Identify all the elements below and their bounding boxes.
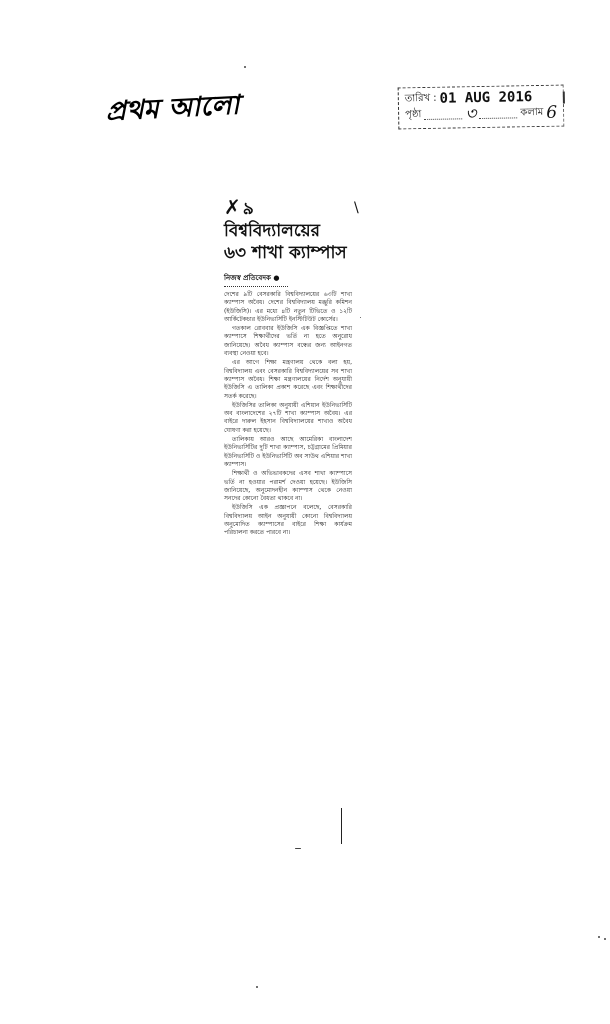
byline-dotted-rule [224, 286, 288, 287]
headline-number: ৯ [242, 199, 254, 219]
scan-speck [256, 986, 258, 988]
stamp-separator: : [433, 92, 437, 104]
newspaper-masthead-logo [104, 88, 245, 133]
article-paragraph: শিক্ষার্থী ও অভিভাবকদের এসব শাখা ক্যাম্পাসে ভর্তি না হওয়ার পরামর্শ দেওয়া হয়েছে। ইউজিসি জানিয়েছে, অনুমোদনহীন ক্যাম্পাস থেকে নেওয়া সনদের কোনো বৈধতা থাকবে না। [224, 470, 352, 503]
stamp-dotted-line [424, 109, 462, 120]
article-paragraph: ইউজিসির তালিকা অনুযায়ী এশিয়ান ইউনিভার্সিটি অব বাংলাদেশের ২৭টি শাখা ক্যাম্পাস অবৈধ। এর বাইরে দারুল ইহসান বিশ্ববিদ্যালয়ের শাখাও অবৈধ ঘোষণা করা হয়েছে। [224, 401, 352, 434]
clipping-date-stamp [398, 85, 565, 130]
scan-speck [604, 938, 606, 940]
stamp-column-label: কলাম [520, 106, 544, 119]
pen-tick-icon: \ [354, 200, 359, 216]
stamp-page-label: পৃষ্ঠা [405, 109, 422, 121]
stamp-date-label: তারিখ [404, 92, 431, 105]
scan-speck [295, 848, 301, 849]
scan-speck [360, 317, 361, 318]
stamp-edge-mark [563, 92, 565, 104]
article-paragraph: এর আগে শিক্ষা মন্ত্রণালয় থেকে বলা হয়, বিশ্ববিদ্যালয় এবং বেসরকারি বিশ্ববিদ্যালয়ের সব শাখা ক্যাম্পাস অবৈধ। শিক্ষা মন্ত্রণালয়ের নির্দেশ অনুযায়ী ইউজিসি এ তালিকা প্রকাশ করেছে এবং শিক্ষার্থীদের সতর্ক করেছে। [224, 359, 352, 400]
article-paragraph: গতকাল রোববার ইউজিসি এক বিজ্ঞপ্তিতে শাখা ক্যাম্পাসে শিক্ষার্থীদের ভর্তি না হতে অনুরোধ জানিয়েছে। অবৈধ ক্যাম্পাস বন্ধের জন্য আইনগত ব্যবস্থা নেওয়া হবে। [224, 325, 352, 358]
masthead-wordmark: প্রথম আলো [104, 89, 245, 128]
headline-line-2: ৬৩ শাখা ক্যাম্পাস [224, 243, 347, 263]
article-paragraph: দেশের ৯টি বেসরকারি বিশ্ববিদ্যালয়ের ৬৩টি শাখা ক্যাম্পাস অবৈধ। দেশের বিশ্ববিদ্যালয় মঞ্জুরি কমিশন (ইউজিসি)। এর মধ্যে ৪টি নতুন টিভিতে ও ১২টি আর্কিটেকচার ইউনিভার্সিটি ইনস্টিটিউট কোর্সের। [224, 291, 352, 323]
headline-pen-strike-icon: ✗ [224, 195, 241, 219]
article-byline: নিজস্ব প্রতিবেদক ● [224, 274, 280, 282]
stamp-column-value: 6 [546, 102, 558, 123]
article-body [224, 291, 352, 538]
article-headline [224, 196, 354, 264]
stamp-date-value: 01 AUG 2016 [439, 89, 533, 107]
scan-speck [244, 66, 246, 68]
news-clipping [214, 195, 359, 539]
stamp-page-value: ৩ [465, 104, 477, 125]
stamp-dotted-line [479, 108, 517, 119]
scan-speck [598, 936, 600, 938]
headline-line-1: বিশ্ববিদ্যালয়ের [224, 221, 321, 241]
column-rule [341, 808, 342, 844]
article-paragraph: তালিকায় আরও আছে আমেরিকা বাংলাদেশ ইউনিভার্সিটির দুটি শাখা ক্যাম্পাস, চট্টগ্রামের প্রিমিয়ার ইউনিভার্সিটি ও ইউনিভার্সিটি অব সাউথ এশিয়ার শাখা ক্যাম্পাস। [224, 436, 352, 468]
stamp-page-row [405, 102, 558, 125]
article-paragraph: ইউজিসি এক প্রজ্ঞাপনে বলেছে, বেসরকারি বিশ্ববিদ্যালয় আইন অনুযায়ী কোনো বিশ্ববিদ্যালয় অনুমোদিত ক্যাম্পাসের বাইরে শিক্ষা কার্যক্রম পরিচালনা করতে পারবে না। [224, 504, 352, 537]
